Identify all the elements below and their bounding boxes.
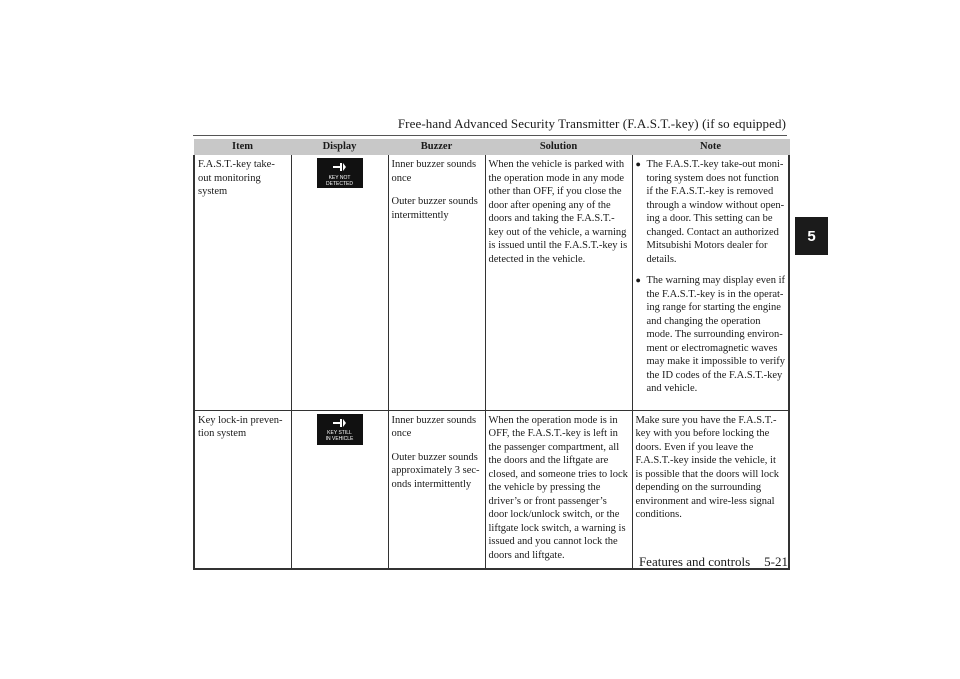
table-row: [194, 155, 789, 410]
buzzer-inner: Inner buzzer sounds once: [391, 414, 477, 439]
note-cell: Make sure you have the F.A.S.T.-key with you before locking the doors. Even if you leave the F.A.S.T.-key inside the vehicle, it is possible that the doors will lock depending on the surrounding environment and wire-less signal conditions.: [632, 410, 789, 569]
note-text: The warning may display even if the F.A.S.T.-key is in the operat-ing range for starting the engine and changing the operation mode. The surrounding environ-ment or electromagnetic waves may make it impossible to verify the ID codes of the F.A.S.T.-key and vehicle.: [646, 275, 786, 394]
bullet-icon: ●: [635, 275, 641, 285]
indicator-text-line1: KEY STILL: [327, 429, 352, 436]
column-header-item: Item: [194, 139, 291, 155]
note-text: The F.A.S.T.-key take-out moni-toring system does not function if the F.A.S.T.-key is removed through a window without open-ing a door. This setting can be changed. Contact an authorized Mitsubishi Motors dealer for details.: [646, 159, 785, 265]
key-not-detected-icon: [317, 158, 363, 188]
buzzer-cell: [388, 155, 485, 410]
note-bullet-item: [636, 274, 786, 396]
chapter-tab: 5: [795, 217, 828, 255]
note-cell: [632, 155, 789, 410]
bullet-icon: ●: [635, 159, 641, 169]
table-header-row: [194, 139, 789, 155]
column-header-solution: Solution: [485, 139, 632, 155]
indicator-text-line2: IN VEHICLE: [325, 435, 354, 442]
page-header-title: Free-hand Advanced Security Transmitter (F.A.S.T.-key) (if so equipped): [397, 116, 786, 131]
column-header-note: Note: [632, 139, 789, 155]
header-divider: [193, 135, 787, 136]
solution-cell: When the operation mode is in OFF, the F.A.S.T.-key is left in the passenger compartment, all the doors and the liftgate are closed, and someone tries to lock the vehicle by pressing the driver’s or front passenger’s door lock/unlock switch, or the liftgate lock switch, a warning is issued and you cannot lock the doors and liftgate.: [485, 410, 632, 569]
buzzer-outer: Outer buzzer sounds approximately 3 sec-onds intermittently: [391, 451, 480, 490]
column-header-buzzer: Buzzer: [388, 139, 485, 155]
warning-systems-table: [193, 139, 790, 570]
page-footer: [639, 554, 788, 570]
column-header-display: Display: [291, 139, 388, 155]
key-symbol-icon: [333, 162, 347, 172]
key-symbol-icon: [333, 418, 347, 428]
item-cell: Key lock-in preven-tion system: [194, 410, 291, 569]
buzzer-inner: Inner buzzer sounds once: [391, 159, 477, 184]
key-still-in-vehicle-icon: [317, 414, 363, 445]
solution-cell: When the vehicle is parked with the operation mode in any mode other than OFF, if you close the door after opening any of the doors and taking the F.A.S.T.-key out of the vehicle, a warning is issued until the F.A.S.T.-key is detected in the vehicle.: [485, 155, 632, 410]
display-cell: [291, 410, 388, 569]
footer-section: Features and controls: [638, 554, 751, 569]
table-row: [194, 410, 789, 569]
buzzer-cell: [388, 410, 485, 569]
indicator-text: KEY NOT DETECTED: [326, 175, 353, 187]
buzzer-outer: Outer buzzer sounds intermittently: [391, 196, 478, 221]
note-bullet-item: [636, 158, 786, 266]
display-cell: [291, 155, 388, 410]
item-cell: F.A.S.T.-key take-out monitoring system: [194, 155, 291, 410]
page-number: 5-21: [764, 554, 788, 569]
